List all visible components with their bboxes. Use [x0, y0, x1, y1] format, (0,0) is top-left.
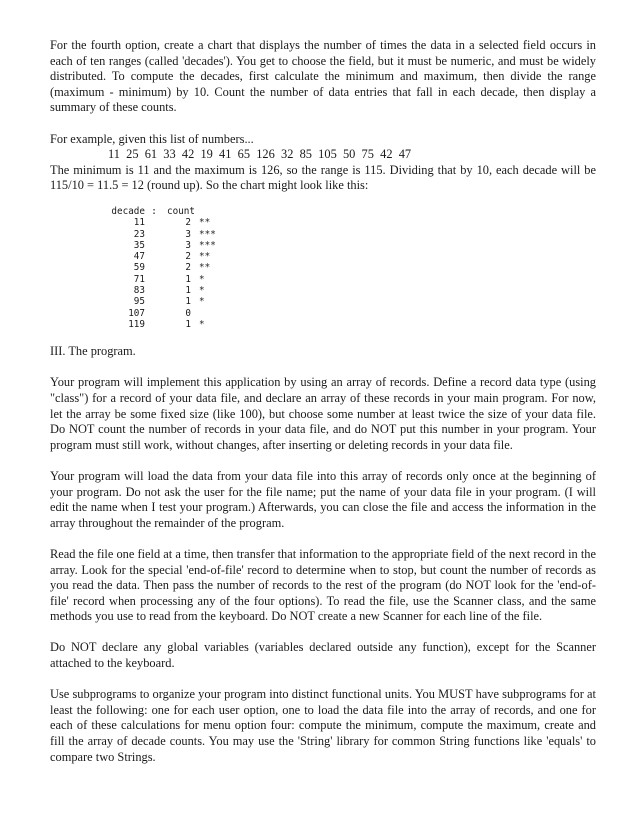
header-count: count	[167, 205, 195, 217]
decade-value: 71	[133, 273, 145, 285]
count-stars: *	[199, 285, 205, 297]
count-stars: ***	[199, 239, 216, 251]
decade-spacer	[145, 262, 163, 273]
decade-row	[90, 262, 596, 273]
decade-row	[90, 285, 596, 296]
decade-chart	[90, 206, 596, 330]
decade-row	[90, 274, 596, 285]
count-value: 1	[185, 285, 191, 297]
decade-value: 83	[133, 285, 145, 297]
count-stars: ***	[199, 228, 216, 240]
header-decade: decade	[111, 205, 145, 217]
header-separator: :	[151, 205, 157, 217]
count-value: 1	[185, 296, 191, 308]
decade-value: 95	[133, 296, 145, 308]
count-value: 0	[185, 307, 191, 319]
document-page	[50, 38, 596, 765]
count-stars	[191, 308, 199, 319]
decade-row	[90, 319, 596, 330]
count-stars: *	[199, 273, 205, 285]
count-stars: **	[199, 217, 211, 229]
decade-chart-rows	[90, 217, 596, 330]
decade-value: 107	[128, 307, 145, 319]
paragraph-program-4: Do NOT declare any global variables (variables declared outside any function), except for the Scanner attached to the keyboard.	[50, 640, 596, 671]
decade-spacer	[145, 296, 163, 307]
decade-value: 119	[128, 318, 145, 330]
section-heading: III. The program.	[50, 344, 136, 359]
count-value: 1	[185, 318, 191, 330]
count-value: 1	[185, 273, 191, 285]
count-value: 2	[185, 217, 191, 229]
count-value: 2	[185, 251, 191, 263]
count-stars: *	[199, 318, 205, 330]
decade-row	[90, 229, 596, 240]
count-stars: **	[199, 262, 211, 274]
decade-row	[90, 251, 596, 262]
decade-value: 23	[133, 228, 145, 240]
paragraph-example-intro: For example, given this list of numbers...	[50, 131, 254, 146]
paragraph-example-explain: The minimum is 11 and the maximum is 126, so the range is 115. Dividing that by 10, each decade will be 115/10 = 11.5 = 12 (round up). So the chart might look like this:	[50, 162, 596, 193]
decade-spacer	[145, 251, 163, 262]
count-value: 2	[185, 262, 191, 274]
decade-value: 35	[133, 239, 145, 251]
paragraph-program-5: Use subprograms to organize your program into distinct functional units. You MUST have subprograms for at least the following: one for each user option, one to load the data file into the array of records, and one for each of these calculations for menu option four: compute the minimum, compute the maximum, create and fill the array of decade counts. You may use the 'String' library for common String functions like 'equals' to compare two Strings.	[50, 687, 596, 764]
decade-row	[90, 217, 596, 228]
count-value: 3	[185, 228, 191, 240]
decade-spacer	[145, 274, 163, 285]
decade-row	[90, 308, 596, 319]
decade-spacer	[145, 217, 163, 228]
count-stars: **	[199, 251, 211, 263]
decade-value: 59	[133, 262, 145, 274]
paragraph-fourth-option: For the fourth option, create a chart that displays the number of times the data in a selected field occurs in each of ten ranges (called 'decades'). You get to choose the field, but it must be numeric, and must be widely distributed. To compute the decades, first calculate the minimum and maximum, then divide the range (maximum - minimum) by 10. Count the number of data entries that fall in each decade, then display a summary of these counts.	[50, 38, 596, 115]
decade-value: 11	[133, 217, 145, 229]
decade-row	[90, 296, 596, 307]
paragraph-program-3: Read the file one field at a time, then transfer that information to the appropriate field of the next record in the array. Look for the special 'end-of-file' record to determine when to stop, but count the number of records as you read the data. Then pass the number of records to the rest of the program (do NOT look for the 'end-of-file' record when processing any of the four options). To read the file, use the Scanner class, and the same methods you use to read from the keyboard. Do NOT create a new Scanner for each line of the file.	[50, 546, 596, 624]
decade-spacer	[145, 285, 163, 296]
decade-value: 47	[133, 251, 145, 263]
decade-spacer	[145, 308, 163, 319]
decade-chart-header	[90, 206, 596, 217]
decade-row	[90, 240, 596, 251]
decade-spacer	[145, 229, 163, 240]
decade-spacer	[145, 319, 163, 330]
paragraph-program-2: Your program will load the data from your data file into this array of records only once at the beginning of your program. Do not ask the user for the file name; put the name of your data file in your program. (I will edit the name when I test your program.) Afterwards, you can close the file and access the information in the array throughout the remainder of the program.	[50, 468, 596, 530]
decade-spacer	[145, 240, 163, 251]
paragraph-program-1: Your program will implement this application by using an array of records. Define a record data type (using "class") for a record of your data file, and declare an array of these records in your main program. For now, let the array be some fixed size (like 100), but choose some number at least twice the size of your data file. Do NOT count the number of records in your data file, and do NOT put this number in your program. Your program must still work, without changes, after inserting or deleting records in your data file.	[50, 375, 596, 452]
count-stars: *	[199, 296, 205, 308]
example-number-list: 11 25 61 33 42 19 41 65 126 32 85 105 50 75 42 47	[108, 147, 412, 162]
count-value: 3	[185, 239, 191, 251]
